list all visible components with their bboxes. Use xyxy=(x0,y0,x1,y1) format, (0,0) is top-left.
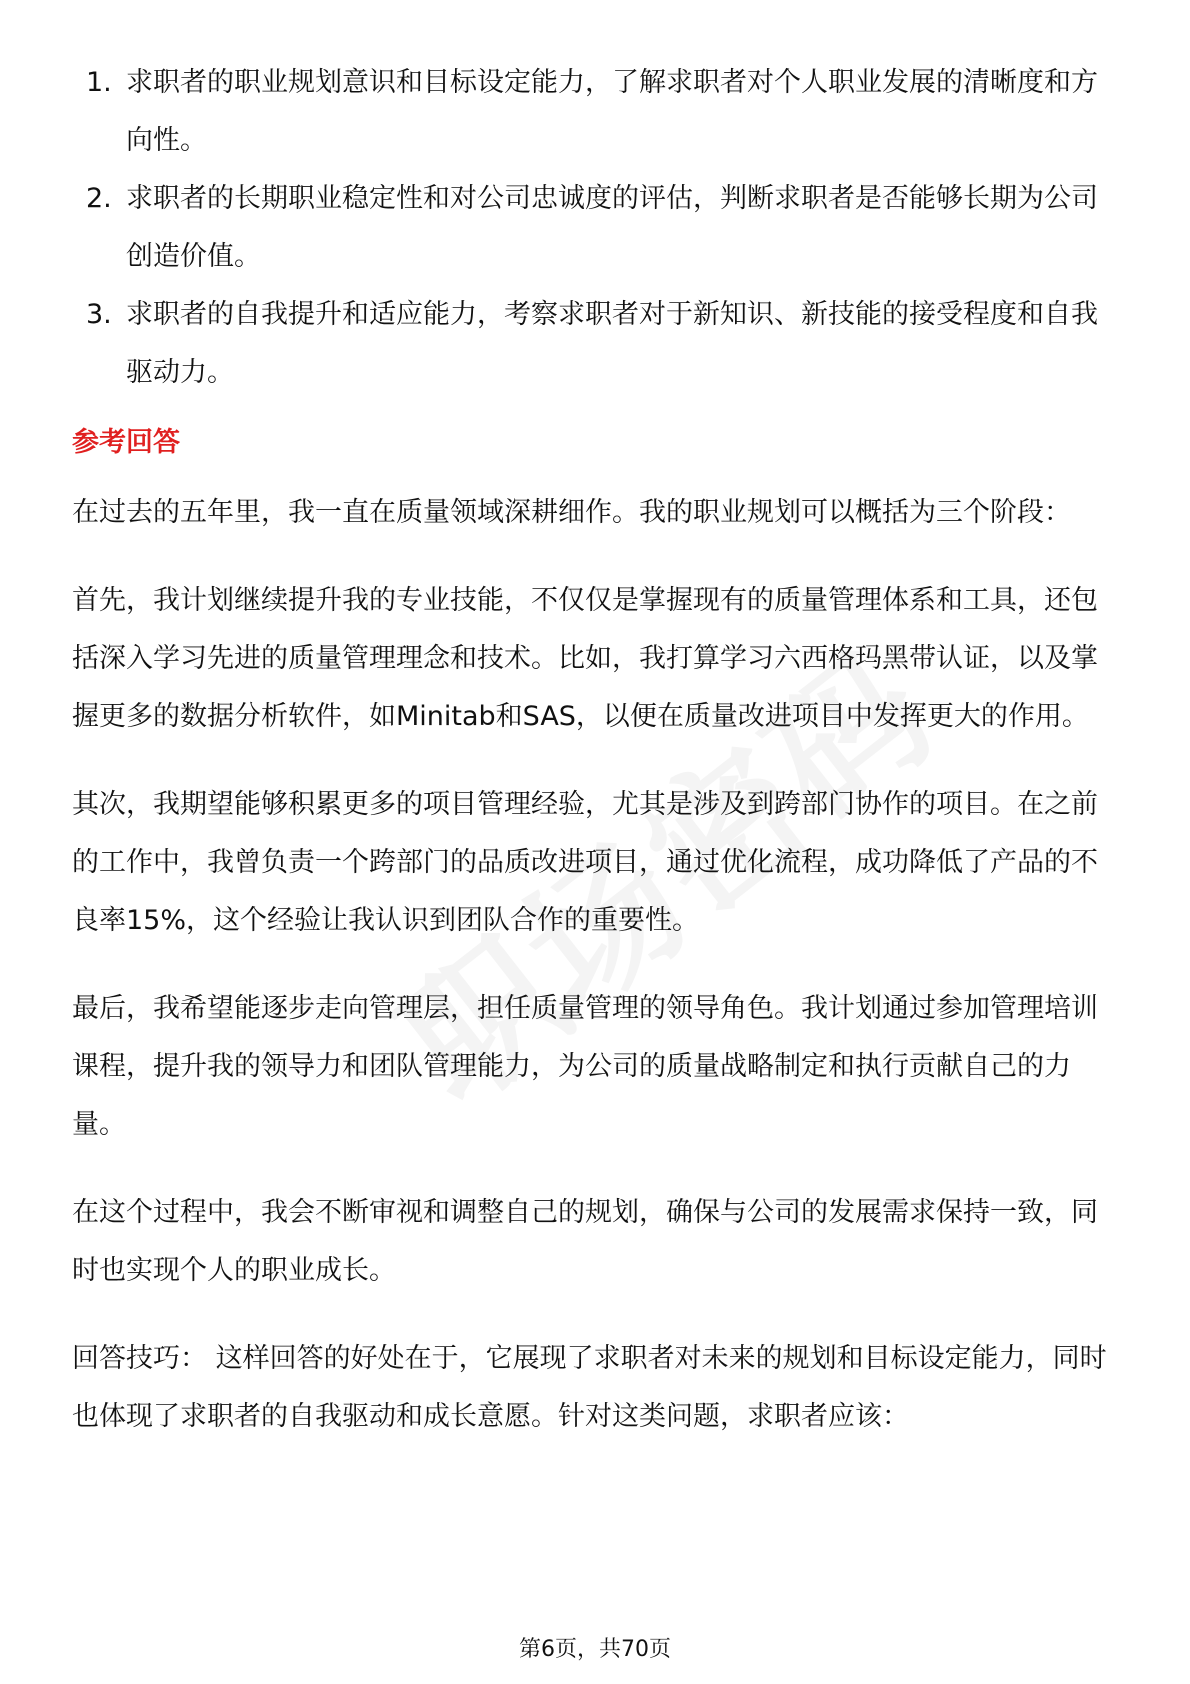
paragraph: 最后，我希望能逐步走向管理层，担任质量管理的领导角色。我计划通过参加管理培训课程，提升我的领导力和团队管理能力，为公司的质量战略制定和执行贡献自己的力量。 xyxy=(72,993,1098,1140)
paragraph: 回答技巧： 这样回答的好处在于，它展现了求职者对未来的规划和目标设定能力，同时也体现了求职者的自我驱动和成长意愿。针对这类问题，求职者应该： xyxy=(72,1343,1107,1432)
page-footer: 第6页，共70页 xyxy=(519,1637,671,1662)
paragraph: 首先，我计划继续提升我的专业技能，不仅仅是掌握现有的质量管理体系和工具，还包括深入学习先进的质量管理理念和技术。比如，我打算学习六西格玛黑带认证，以及掌握更多的数据分析软件，如Minitab和SAS，以便在质量改进项目中发挥更大的作用。 xyxy=(72,585,1098,732)
list-item-number: 3. xyxy=(86,299,112,330)
list-item xyxy=(72,286,1122,402)
list-item-number: 2. xyxy=(86,183,112,214)
list-item-text: 求职者的长期职业稳定性和对公司忠诚度的评估，判断求职者是否能够长期为公司创造价值。 xyxy=(126,183,1098,272)
list-item-number: 1. xyxy=(86,67,112,98)
list-item-text: 求职者的自我提升和适应能力，考察求职者对于新知识、新技能的接受程度和自我驱动力。 xyxy=(126,299,1098,388)
list-item-text: 求职者的职业规划意识和目标设定能力，了解求职者对个人职业发展的清晰度和方向性。 xyxy=(126,67,1098,156)
numbered-list xyxy=(72,54,1122,402)
list-item xyxy=(72,170,1122,286)
page-content xyxy=(72,54,1122,1476)
section-title: 参考回答 xyxy=(72,427,180,458)
paragraph: 在这个过程中，我会不断审视和调整自己的规划，确保与公司的发展需求保持一致，同时也实现个人的职业成长。 xyxy=(72,1197,1098,1286)
list-item xyxy=(72,54,1122,170)
paragraph: 其次，我期望能够积累更多的项目管理经验，尤其是涉及到跨部门协作的项目。在之前的工作中，我曾负责一个跨部门的品质改进项目，通过优化流程，成功降低了产品的不良率15%，这个经验让我认识到团队合作的重要性。 xyxy=(72,789,1098,936)
paragraph: 在过去的五年里，我一直在质量领域深耕细作。我的职业规划可以概括为三个阶段： xyxy=(72,497,1071,528)
